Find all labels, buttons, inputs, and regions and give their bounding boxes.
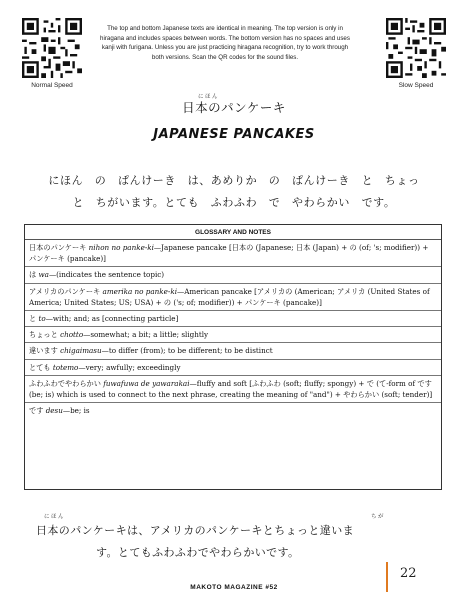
glossary-romaji: chotto xyxy=(60,330,84,340)
glossary-romaji: totemo xyxy=(52,362,79,372)
hiragana-text xyxy=(28,170,440,214)
glossary-title: GLOSSARY AND NOTES xyxy=(25,225,441,240)
glossary-box xyxy=(24,224,442,490)
glossary-entry xyxy=(25,403,441,418)
glossary-definition: —with; and; as [connecting particle] xyxy=(45,314,179,324)
glossary-entry xyxy=(25,343,441,359)
kanji-text xyxy=(36,520,436,564)
qr-code-icon xyxy=(386,18,446,78)
glossary-definition: —fluffy and soft [ふわふわ (soft; fluffy; spongy) + で (て-form of です (be; is) which is used to connect to the next phrase, creating the meaning of "and") + やわらかい (soft; tender)] xyxy=(29,378,433,400)
qr-caption-slow: Slow Speed xyxy=(398,82,434,89)
kanji-furigana-chiga: ちが xyxy=(371,514,386,520)
glossary-romaji: to xyxy=(38,314,46,324)
glossary-entry xyxy=(25,267,441,283)
glossary-term: とても xyxy=(29,362,51,372)
intro-paragraph: The top and bottom Japanese texts are identical in meaning. The top version is only in hiragana and includes spaces between words. The bottom version has no spaces and uses kanji with furigana. Unless you are just practicing hiragana recognition, try to work through both versions. Scan the QR codes for the sound files. xyxy=(100,25,350,61)
glossary-entry xyxy=(25,284,441,311)
glossary-entry xyxy=(25,360,441,376)
glossary-entry xyxy=(25,311,441,327)
qr-code-icon xyxy=(22,18,82,78)
title-furigana: にほん xyxy=(198,94,220,100)
glossary-romaji: amerika no panke-ki xyxy=(102,286,177,296)
footer-magazine: MAKOTO MAGAZINE #52 xyxy=(190,584,278,591)
qr-code-slow-speed[interactable] xyxy=(386,18,446,78)
glossary-term: ちょっと xyxy=(29,330,58,340)
glossary-definition: —American pancake [アメリカの (American; アメリカ (United States of America; United States; US; USA) + の ('s; of; modifier)) + パンケーキ (pancake)] xyxy=(29,286,430,307)
hiragana-line-2: と ちがいます。とても ふわふわ で やわらかい です。 xyxy=(72,196,396,209)
hiragana-line-1: にほん の ぱんけーき は、あめりか の ぱんけーき と ちょっ xyxy=(48,174,420,187)
glossary-term: アメリカのパンケーキ xyxy=(29,286,101,296)
glossary-entry xyxy=(25,327,441,343)
glossary-term: です xyxy=(29,406,44,416)
glossary-romaji: nihon no panke-ki xyxy=(88,243,154,252)
glossary-entry xyxy=(25,376,441,403)
glossary-definition: —(indicates the sentence topic) xyxy=(48,270,165,280)
glossary-definition: —very; awfully; exceedingly xyxy=(78,362,181,372)
glossary-definition: —somewhat; a bit; a little; slightly xyxy=(83,330,209,340)
kanji-line-1: 日本のパンケーキは、アメリカのパンケーキとちょっと違いま xyxy=(36,524,354,537)
glossary-term: 違います xyxy=(29,346,58,356)
glossary-romaji: chigaimasu xyxy=(60,346,102,356)
glossary-definition: —to differ (from); to be different; to be distinct xyxy=(101,346,273,356)
glossary-entry xyxy=(25,240,441,267)
kanji-furigana-nihon: にほん xyxy=(44,514,66,520)
glossary-romaji: fuwafuwa de yawarakai xyxy=(103,378,190,388)
glossary-romaji: desu xyxy=(45,406,63,416)
glossary-list xyxy=(25,240,441,418)
glossary-term: ふわふわでやわらかい xyxy=(29,378,101,388)
page-accent-bar xyxy=(386,562,388,592)
glossary-definition: —Japanese pancake [日本の (Japanese; 日本 (Japan) + の (of; 's; modifier)) + パンケーキ (pancake)] xyxy=(29,243,429,264)
glossary-term: と xyxy=(29,314,37,324)
glossary-term: 日本のパンケーキ xyxy=(29,243,87,252)
glossary-definition: —be; is xyxy=(62,406,90,416)
glossary-term: は xyxy=(29,270,37,280)
qr-caption-normal: Normal Speed xyxy=(31,82,73,89)
kanji-line-2: す。とてもふわふわでやわらかいです。 xyxy=(96,546,300,559)
title-english: JAPANESE PANCAKES xyxy=(153,127,315,142)
page-number: 22 xyxy=(400,566,417,581)
qr-code-normal-speed[interactable] xyxy=(22,18,82,78)
glossary-romaji: wa xyxy=(38,270,49,280)
title-japanese: 日本のパンケーキ xyxy=(182,100,286,115)
